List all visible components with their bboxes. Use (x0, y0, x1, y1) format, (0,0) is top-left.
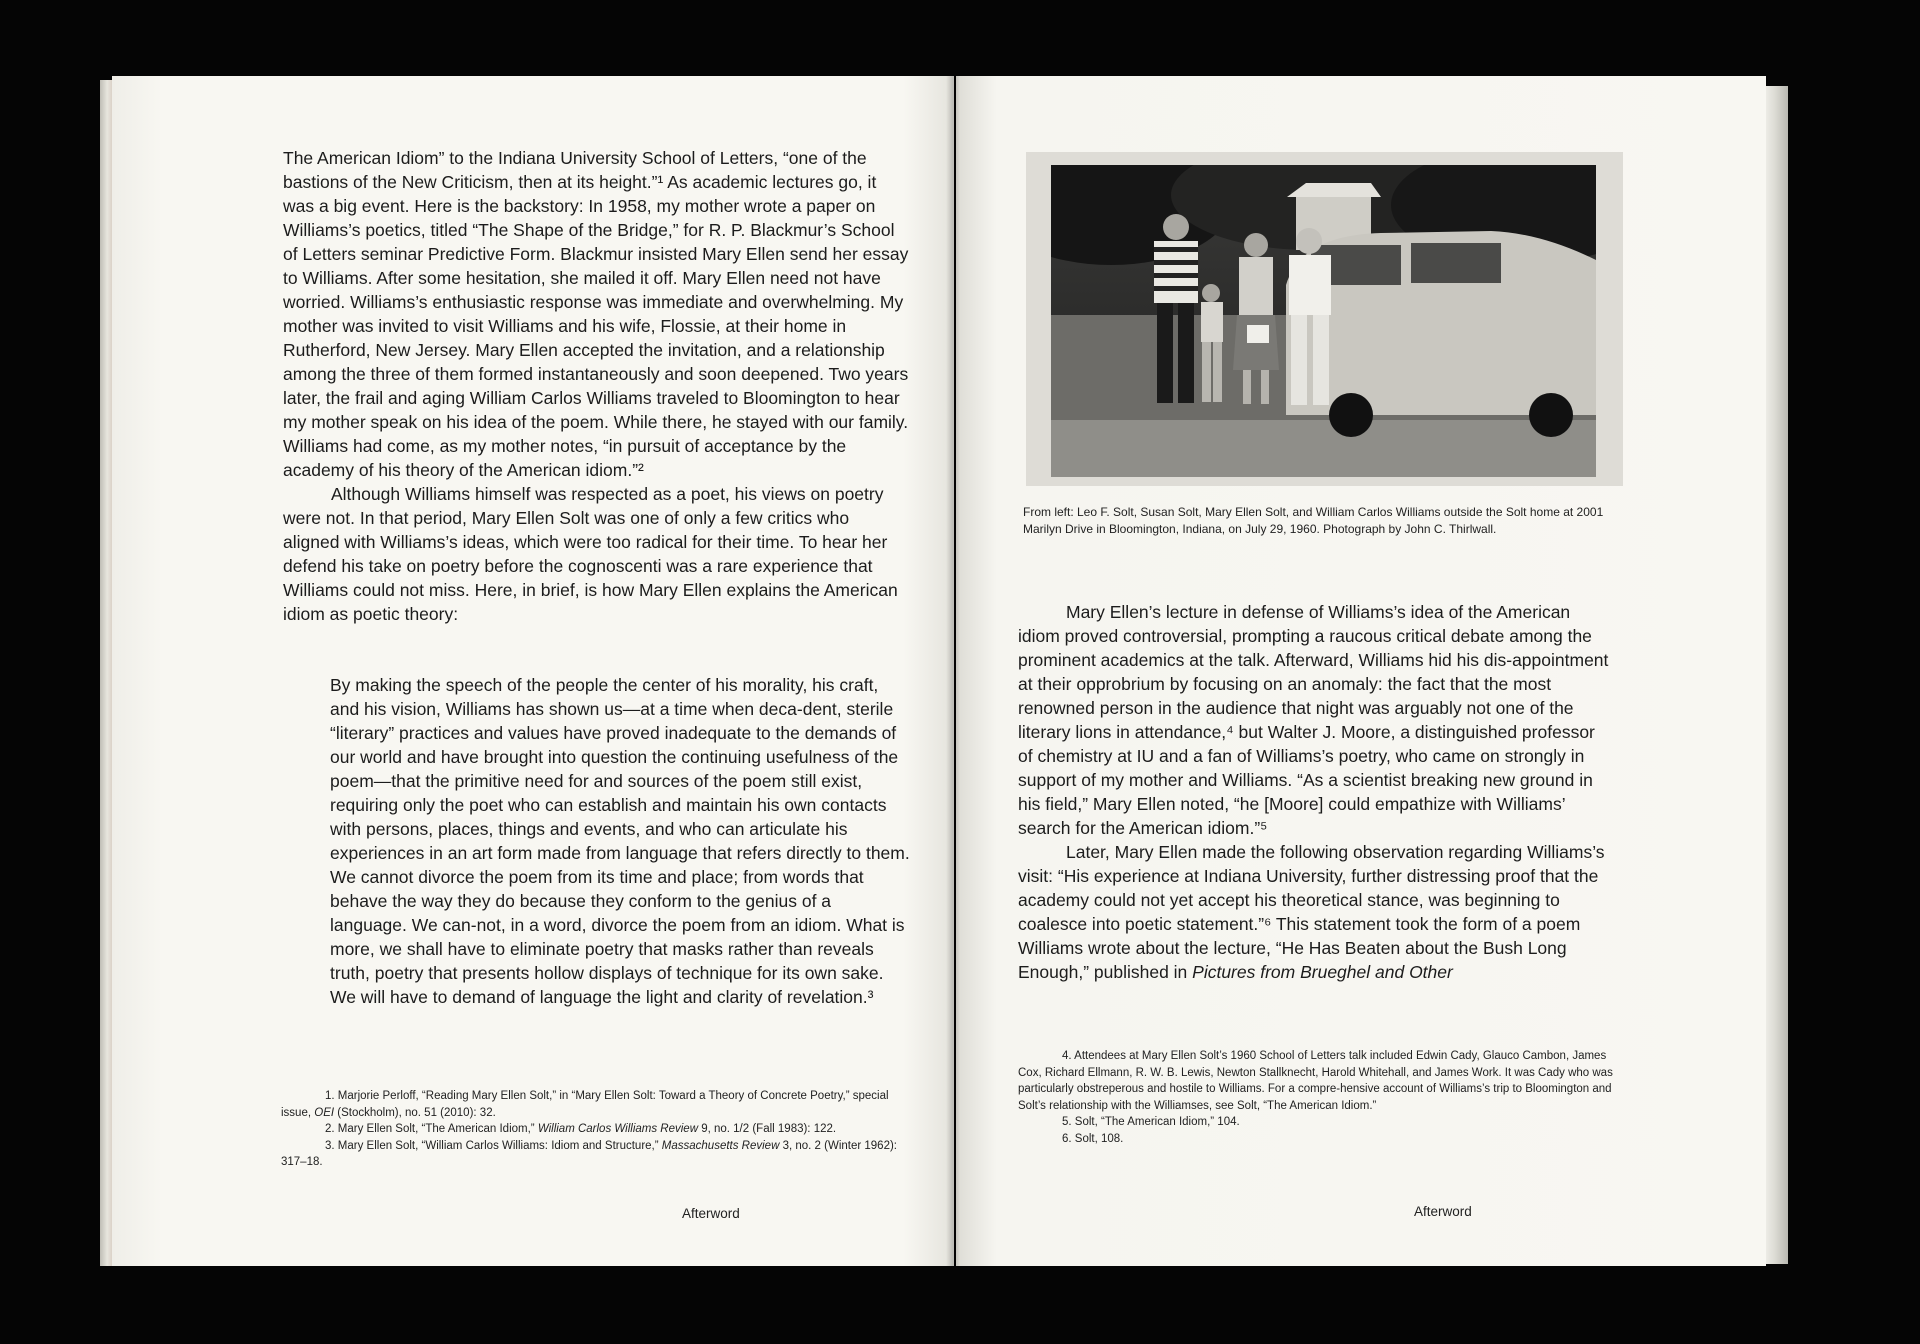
left-footnotes (281, 1088, 921, 1171)
block-quote-text: By making the speech of the people the center of his morality, his craft, and his vision, Williams has shown us—at a time when deca-dent, sterile “literary” practices and values have proved inadequate to the demands of our world and have brought into question the continuing usefulness of the poem—that the primitive need for and sources of the poem still exist, requiring only the poet who can establish and maintain his own contacts with persons, places, things and events, and who can articulate his experiences in an art form made from language that refers directly to them. We cannot divorce the poem from its time and place; from words that behave the way they do because they conform to the genius of a language. We can-not, in a word, divorce the poem from an idiom. What is more, we shall have to eliminate poetry that masks rather than reveals truth, poetry that presents hollow displays of technique for its own sake. We will have to demand of language the light and clarity of revelation.³ (330, 675, 910, 1007)
left-paragraph-2: Although Williams himself was respected as a poet, his views on poetry were not. In that period, Mary Ellen Solt was one of only a few critics who aligned with Williams’s ideas, which were too radical for their time. To hear her defend his take on poetry before the cognoscenti was a rare experience that Williams could not miss. Here, in brief, is how Mary Ellen explains the American idiom as poetic theory: (283, 484, 898, 624)
photo-caption: From left: Leo F. Solt, Susan Solt, Mary Ellen Solt, and William Carlos Williams outside the Solt home at 2001 Marilyn Drive in Bloomington, Indiana, on July 29, 1960. Photograph by John C. Thirlwall. (1023, 505, 1604, 536)
footnote-3: 3. Mary Ellen Solt, “William Carlos Williams: Idiom and Structure,” Massachusetts Review 3, no. 2 (Winter 1962): 317–18. (281, 1139, 898, 1168)
family-photograph (1051, 165, 1596, 477)
footnote-2: 2. Mary Ellen Solt, “The American Idiom,” William Carlos Williams Review 9, no. 1/2 (Fall 1983): 122. (325, 1123, 837, 1135)
right-footnotes (1018, 1048, 1618, 1147)
footnote-5: 5. Solt, “The American Idiom,” 104. (1062, 1116, 1240, 1128)
running-head-right: Afterword (1414, 1204, 1472, 1219)
footnote-4: 4. Attendees at Mary Ellen Solt’s 1960 School of Letters talk included Edwin Cady, Glauco Cambon, James Cox, Richard Ellmann, R. W. B. Lewis, Newton Stallknecht, Harold Whitehall, and James Work. It was Cady who was particularly obstreperous and hostile to Williams. For a compre-hensive account of Williams’s trip to Bloomington and Solt’s relationship with the Williamses, see Solt, “The American Idiom.” (1018, 1050, 1613, 1112)
footnote-6: 6. Solt, 108. (1062, 1132, 1124, 1145)
right-paragraph-1: Mary Ellen’s lecture in defense of Williams’s idea of the American idiom proved controversial, prompting a raucous critical debate among the prominent academics at the talk. Afterward, Williams hid his dis-appointment at their opprobrium by focusing on an anomaly: the fact that the most renowned person in the audience that night was arguably not one of the literary lions in attendance,⁴ but Walter J. Moore, a distinguished professor of chemistry at IU and a fan of Williams’s poetry, who came on strongly in support of my mother and Williams. “As a scientist breaking new ground in his field,” Mary Ellen noted, “he [Moore] could empathize with Williams’ search for the American idiom.”⁵ (1018, 602, 1609, 838)
left-body-text (283, 146, 909, 626)
left-paragraph-1: The American Idiom” to the Indiana University School of Letters, “one of the bastions of the New Criticism, then at its height.”¹ As academic lectures go, it was a big event. Here is the backstory: In 1958, my mother wrote a paper on Williams’s poetics, titled “The Shape of the Bridge,” for R. P. Blackmur’s School of Letters seminar Predictive Form. Blackmur insisted Mary Ellen send her essay to Williams. After some hesitation, she mailed it off. Mary Ellen need not have worried. Williams’s enthusiastic response was immediate and overwhelming. My mother was invited to visit Williams and his wife, Flossie, at their home in Rutherford, New Jersey. Mary Ellen accepted the invitation, and a relationship among the three of them formed instantaneously and soon deepened. Two years later, the frail and aging William Carlos Williams traveled to Bloomington to hear my mother speak on his idea of the poem. While there, he stayed with our family. Williams had come, as my mother notes, “in pursuit of acceptance by the academy of his theory of the American idiom.”² (283, 148, 909, 480)
right-paragraph-2: Later, Mary Ellen made the following observation regarding Williams’s visit: “His experience at Indiana University, further distressing proof that the academy could not yet accept his theoretical stance, was beginning to coalesce into poetic statement.”⁶ This statement took the form of a poem Williams wrote about the lecture, “He Has Beaten about the Bush Long Enough,” published in Pictures from Brueghel and Other (1018, 842, 1605, 982)
photo-illustration (1051, 165, 1596, 477)
footnote-1: 1. Marjorie Perloff, “Reading Mary Ellen Solt,” in “Mary Ellen Solt: Toward a Theory of Concrete Poetry,” special issue, OEI (Stockholm), no. 51 (2010): 32. (281, 1090, 889, 1119)
block-quote (330, 673, 910, 1009)
right-body-text (1018, 600, 1613, 984)
book-gutter (946, 76, 960, 1266)
running-head-left: Afterword (682, 1206, 740, 1221)
